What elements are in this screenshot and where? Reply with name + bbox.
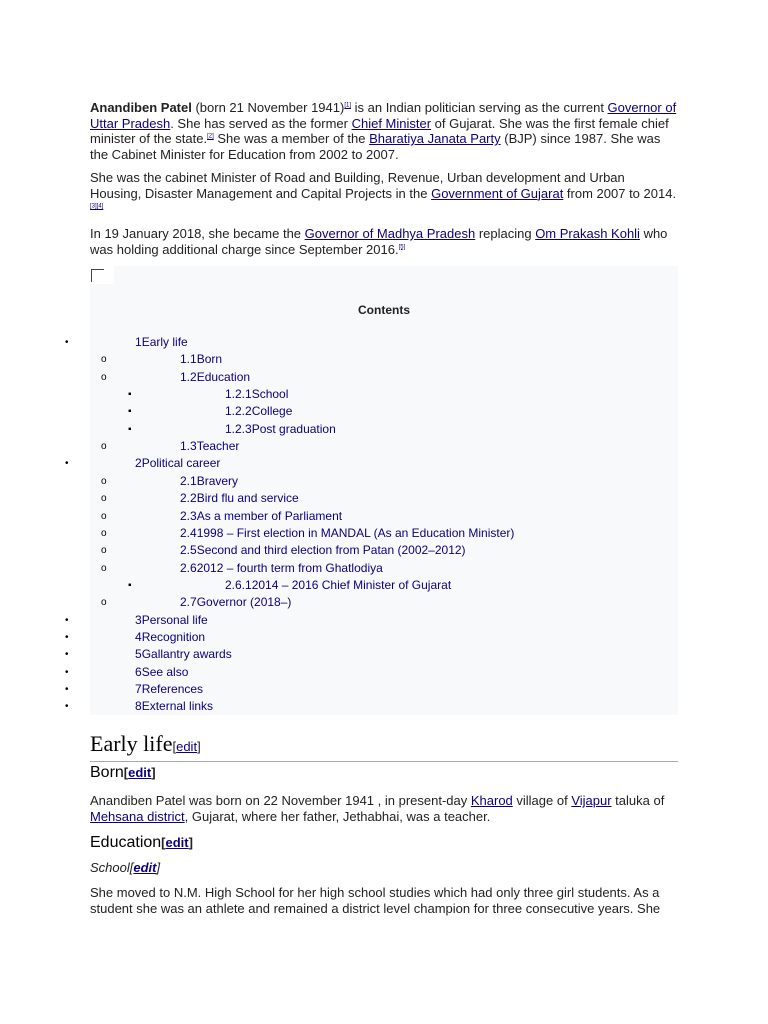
section-heading-school <box>90 860 160 876</box>
citation-link[interactable]: [1] <box>344 102 352 109</box>
toc-bullet: • <box>65 337 69 348</box>
edit-section <box>172 739 200 754</box>
toc-bullet: o <box>101 441 107 453</box>
toc-item[interactable] <box>180 369 250 386</box>
bracket: ] <box>188 835 193 850</box>
toc-bullet: • <box>65 458 69 470</box>
toc-number: 1.1 <box>180 352 197 367</box>
born-paragraph <box>90 793 678 824</box>
toc-bullet: o <box>101 597 107 609</box>
toc-text: Education <box>196 369 251 384</box>
link-bjp[interactable]: Bharatiya Janata Party <box>369 131 501 146</box>
toc-item[interactable] <box>180 508 342 525</box>
toc-bullet: ▪ <box>128 579 132 591</box>
link-government-gujarat[interactable]: Government of Gujarat <box>431 185 564 201</box>
toc-text: See also <box>141 664 189 679</box>
text: She was the cabinet Minister of Road and Building, Revenue, Urban development and Urban Housing, Disaster Management and Capital Projects in the <box>90 170 625 201</box>
toc-bullet: o <box>101 371 107 383</box>
toc-item[interactable] <box>180 438 239 455</box>
toc-text: 2012 – fourth term from Ghatlodiya <box>196 560 383 575</box>
text: (born 21 November 1941) <box>191 100 345 115</box>
toc-number: 2.4 <box>180 525 197 540</box>
edit-section <box>130 860 160 875</box>
edit-link[interactable]: edit <box>176 739 198 754</box>
toc-text: Born <box>196 352 223 367</box>
toc-number: 4 <box>135 629 142 644</box>
toc-item[interactable] <box>225 577 451 594</box>
bracket: ] <box>151 765 156 780</box>
toc-item[interactable] <box>180 594 291 611</box>
subject-name: Anandiben Patel <box>90 100 192 115</box>
link-vijapur[interactable]: Vijapur <box>571 793 612 808</box>
toc-number: 1 <box>135 335 142 349</box>
toc-number: 2.5 <box>180 543 197 558</box>
toc-bullet: • <box>65 666 69 678</box>
toc-number: 7 <box>135 682 142 696</box>
toc-title: Contents <box>358 303 410 317</box>
text: She was a member of the <box>213 131 370 146</box>
bracket: ] <box>156 860 161 875</box>
text: In 19 January 2018, she became the <box>90 226 305 241</box>
toc-item[interactable] <box>135 698 213 715</box>
toc-text: Teacher <box>196 439 240 454</box>
toc-item[interactable] <box>135 612 208 629</box>
toc-text: Recognition <box>141 629 206 644</box>
toc-item[interactable] <box>135 646 232 663</box>
text: taluka of <box>611 793 665 808</box>
section-heading-education <box>90 833 193 853</box>
intro-paragraph-2 <box>90 170 678 217</box>
text: of Gujarat. She was the first female chief minister of the state. <box>90 115 669 146</box>
toc-number: 1.2 <box>180 369 197 384</box>
toc-bullet: • <box>65 684 69 695</box>
toc-number: 2.3 <box>180 508 197 523</box>
link-kharod[interactable]: Kharod <box>470 793 513 808</box>
toc-number: 5 <box>135 647 142 662</box>
toc-number: 2.2 <box>180 491 197 506</box>
toc-number: 1.2.2 <box>225 404 252 419</box>
toc-text: College <box>251 404 293 419</box>
toc-number: 1.2.3 <box>225 421 252 436</box>
link-mehsana-district[interactable]: Mehsana district <box>90 808 185 824</box>
toc-text: Second and third election from Patan (2002–2012) <box>196 543 466 558</box>
text: village of <box>512 793 572 808</box>
toc-text: Post graduation <box>251 421 336 436</box>
toc-bullet: • <box>65 614 69 626</box>
bracket: [ <box>161 835 166 850</box>
toc-text: School <box>251 387 289 402</box>
text: . She has served as the former <box>170 115 352 131</box>
toc-toggle-checkbox[interactable] <box>91 269 104 282</box>
text: Anandiben Patel was born on 22 November 1941 , in present-day <box>90 793 471 808</box>
intro-paragraph-3 <box>90 226 678 257</box>
toc-text: External links <box>141 699 214 714</box>
toc-item[interactable] <box>180 351 222 368</box>
toc-item[interactable] <box>180 490 299 507</box>
citation-link[interactable]: [5] <box>398 244 406 251</box>
toc-number: 8 <box>135 699 142 714</box>
citation-link[interactable]: [2] <box>207 133 214 140</box>
toc-number: 3 <box>135 612 142 627</box>
section-heading-born <box>90 763 156 783</box>
toc-item[interactable] <box>225 403 292 420</box>
toc-number: 1.2.1 <box>225 387 252 402</box>
text: who was holding additional charge since September 2016. <box>90 226 668 257</box>
toc-number: 1.3 <box>180 439 197 454</box>
toc-text: Early life <box>141 335 188 349</box>
intro-paragraph-1 <box>90 100 678 162</box>
toc-bullet: ▪ <box>128 406 132 418</box>
toc-number: 6 <box>135 664 142 679</box>
toc-item[interactable] <box>135 681 203 698</box>
text: replacing <box>475 226 536 241</box>
toc-item[interactable] <box>180 473 238 490</box>
heading-text: Early life <box>90 731 173 756</box>
toc-item[interactable] <box>180 560 383 577</box>
school-paragraph: She moved to N.M. High School for her high school studies which had only three girl students. As a student she was an athlete and remained a district level champion for three consecutive years. She <box>90 885 661 916</box>
toc-bullet: o <box>101 527 107 539</box>
toc-bullet: • <box>65 649 69 661</box>
toc-item[interactable] <box>135 629 205 646</box>
toc-item[interactable] <box>225 386 288 403</box>
edit-link[interactable]: edit <box>133 860 157 875</box>
edit-section <box>161 835 193 850</box>
toc-text: Political career <box>141 456 221 471</box>
toc-text: References <box>141 682 204 696</box>
toc-bullet: ▪ <box>128 389 132 401</box>
citation-link[interactable]: [3][4] <box>90 203 104 210</box>
toc-text: Gallantry awards <box>141 647 232 662</box>
edit-link[interactable]: edit <box>128 765 152 780</box>
toc-bullet: o <box>101 545 107 557</box>
toc-item[interactable] <box>225 421 336 438</box>
toc-item[interactable] <box>180 542 466 559</box>
link-om-prakash-kohli[interactable]: Om Prakash Kohli <box>535 226 640 241</box>
bracket: [ <box>123 765 129 780</box>
toc-text: 2014 – 2016 Chief Minister of Gujarat <box>251 577 452 592</box>
toc-number: 2 <box>135 456 142 471</box>
toc-number: 2.1 <box>180 473 197 488</box>
toc-bullet: • <box>65 631 69 643</box>
text: from 2007 to 2014. <box>563 185 677 201</box>
toc-text: Bird flu and service <box>196 491 299 506</box>
text: (BJP) since 1987. She was the Cabinet Minister for Education from 2002 to 2007. <box>90 131 661 162</box>
link-chief-minister[interactable]: Chief Minister <box>351 115 432 131</box>
toc-text: Personal life <box>141 612 208 627</box>
toc-bullet: o <box>101 354 107 366</box>
toc-bullet: o <box>101 493 107 505</box>
toc-text: Governor (2018–) <box>196 595 292 610</box>
link-governor-mp[interactable]: Governor of Madhya Pradesh <box>304 226 476 241</box>
edit-link[interactable]: edit <box>165 835 189 850</box>
toc-number: 2.6.1 <box>225 577 252 592</box>
toc-text: 1998 – First election in MANDAL (As an Education Minister) <box>196 525 515 540</box>
toc-bullet: • <box>65 701 69 713</box>
toc-bullet: o <box>101 562 107 574</box>
section-heading-early-life <box>90 732 678 762</box>
heading-text: Education <box>90 834 162 851</box>
heading-text: School <box>90 860 130 875</box>
toc-text: As a member of Parliament <box>196 508 343 523</box>
bracket: ] <box>197 739 201 754</box>
toc-number: 2.7 <box>180 595 197 610</box>
toc-item[interactable] <box>180 525 514 542</box>
toc-item[interactable] <box>135 334 188 351</box>
bracket: [ <box>129 860 134 875</box>
toc-text: Bravery <box>196 473 239 488</box>
text: is an Indian politician serving as the current <box>351 100 608 115</box>
text: , Gujarat, where her father, Jethabhai, was a teacher. <box>184 808 491 824</box>
toc-bullet: o <box>101 475 107 487</box>
toc-bullet: ▪ <box>128 423 132 435</box>
toc-bullet: o <box>101 510 107 522</box>
toc-item[interactable] <box>135 664 188 681</box>
bracket: [ <box>172 739 177 754</box>
link-governor-up[interactable]: Governor of Uttar Pradesh <box>90 100 677 131</box>
edit-section <box>124 765 156 780</box>
toc-item[interactable] <box>135 455 220 472</box>
heading-text: Born <box>90 764 124 781</box>
toc-number: 2.6 <box>180 560 197 575</box>
